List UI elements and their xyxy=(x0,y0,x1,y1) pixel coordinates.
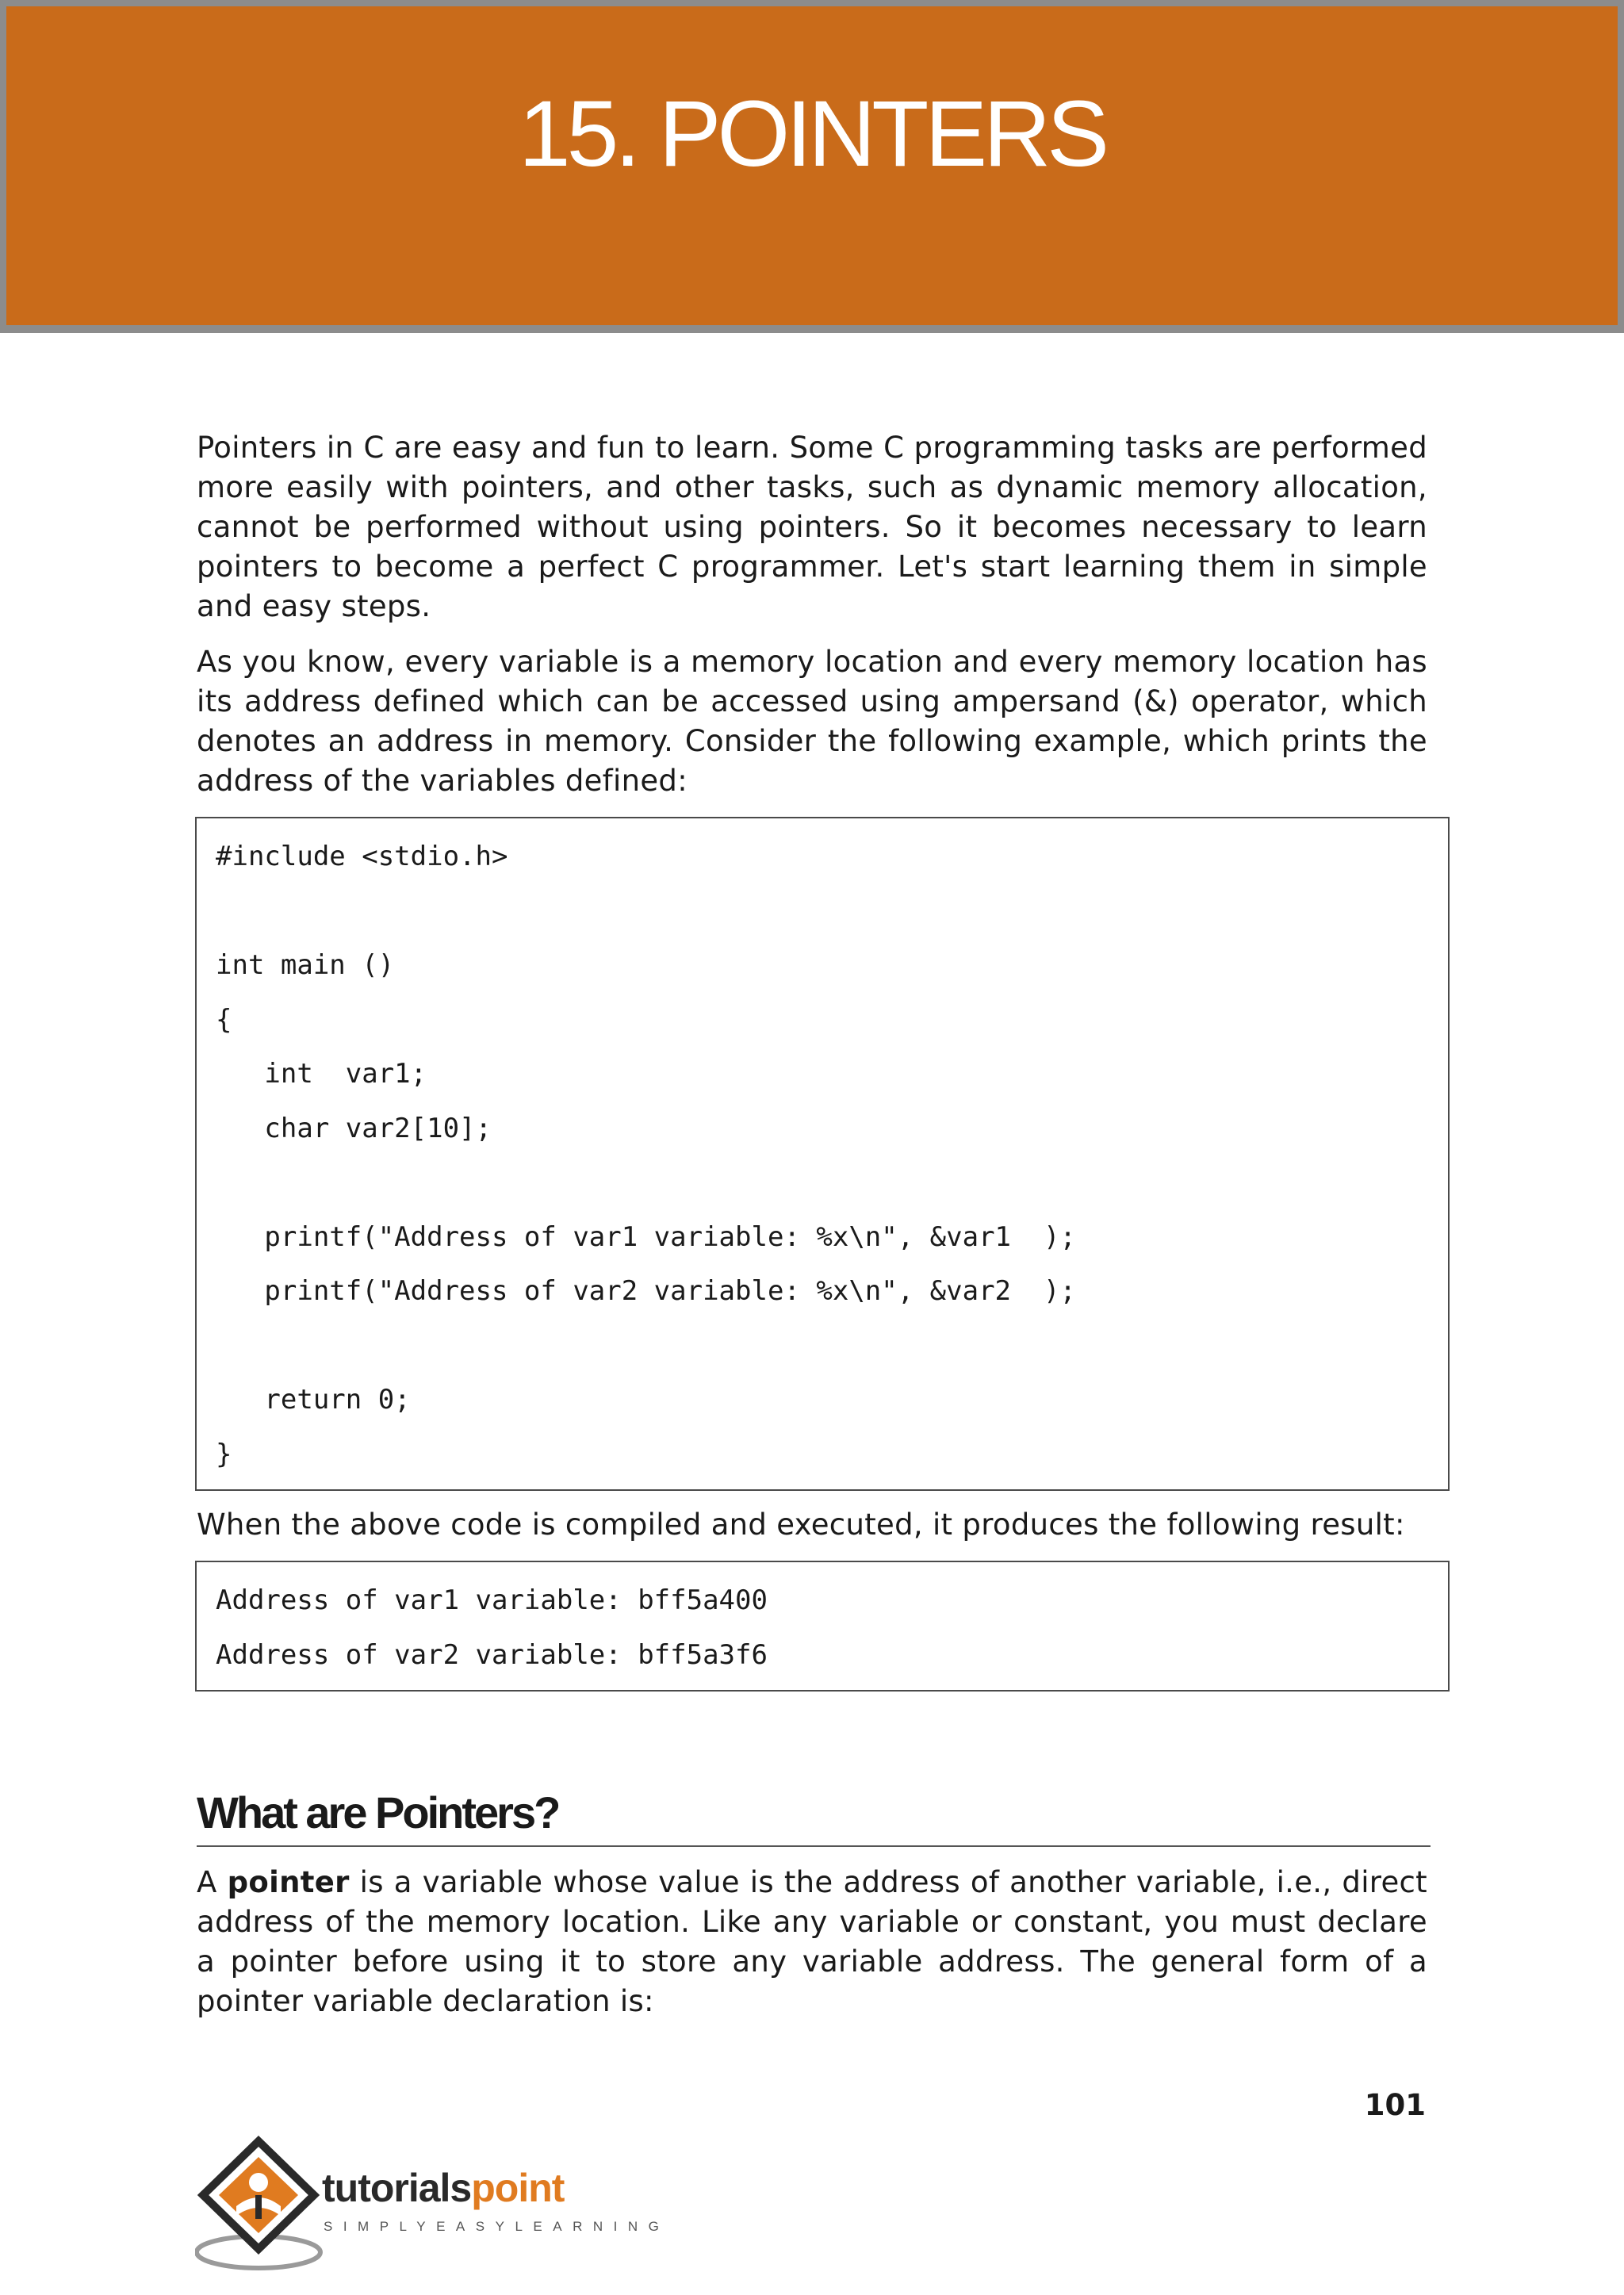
logo-tagline: SIMPLYEASYLEARNING xyxy=(324,2219,670,2234)
address-paragraph: As you know, every variable is a memory location and every memory location has its address defined which can be accessed using ampersand (&) operator, which denotes an address in memory. Consider the following example, which prints the address of the variables defined: xyxy=(197,645,1427,798)
output-line: Address of var1 variable: bff5a400 xyxy=(216,1584,768,1616)
code-line: { xyxy=(216,1003,232,1036)
code-line: char var2[10]; xyxy=(216,1112,492,1144)
pointer-term: pointer xyxy=(227,1865,350,1899)
code-line: } xyxy=(216,1438,232,1470)
logo-wordmark xyxy=(322,2168,564,2208)
output-box xyxy=(195,1561,1450,1692)
output-line: Address of var2 variable: bff5a3f6 xyxy=(216,1638,768,1671)
code-line xyxy=(216,884,1429,939)
definition-prefix: A xyxy=(197,1865,228,1899)
code-line xyxy=(216,1319,1429,1374)
page-number: 101 xyxy=(1364,2088,1426,2122)
code-line: printf("Address of var1 variable: %x\n", &var1 ); xyxy=(216,1220,1076,1253)
logo-word-tutorials: tutorials xyxy=(322,2166,472,2210)
code-line xyxy=(216,1155,1429,1210)
section-heading: What are Pointers? xyxy=(197,1785,1431,1847)
tutorialspoint-logo-icon xyxy=(195,2133,330,2276)
code-example-box xyxy=(195,817,1450,1491)
result-intro-paragraph: When the above code is compiled and executed, it produces the following result: xyxy=(197,1508,1405,1542)
code-line: #include <stdio.h> xyxy=(216,841,508,872)
chapter-title: 15. POINTERS xyxy=(518,82,1105,186)
page-content xyxy=(197,428,1427,2037)
tutorialspoint-logo xyxy=(195,2133,670,2276)
pointer-definition-paragraph xyxy=(197,1863,1427,2021)
code-line: int var1; xyxy=(216,1058,427,1090)
logo-word-point: point xyxy=(471,2166,565,2210)
code-line: int main () xyxy=(216,949,395,981)
chapter-banner xyxy=(0,0,1624,333)
code-line: printf("Address of var2 variable: %x\n", &var2 ); xyxy=(216,1275,1076,1307)
code-line: return 0; xyxy=(216,1384,411,1416)
intro-paragraph: Pointers in C are easy and fun to learn. Some C programming tasks are performed more easily with pointers, and other tasks, such as dynamic memory allocation, cannot be performed without using pointers. So it becomes necessary to learn pointers to become a perfect C programmer. Let's start learning them in simple and easy steps. xyxy=(197,431,1427,623)
definition-text: is a variable whose value is the address of another variable, i.e., direct address of the memory location. Like any variable or constant, you must declare a pointer before using it to store any variable address. The general form of a pointer variable declaration is: xyxy=(197,1865,1427,2018)
